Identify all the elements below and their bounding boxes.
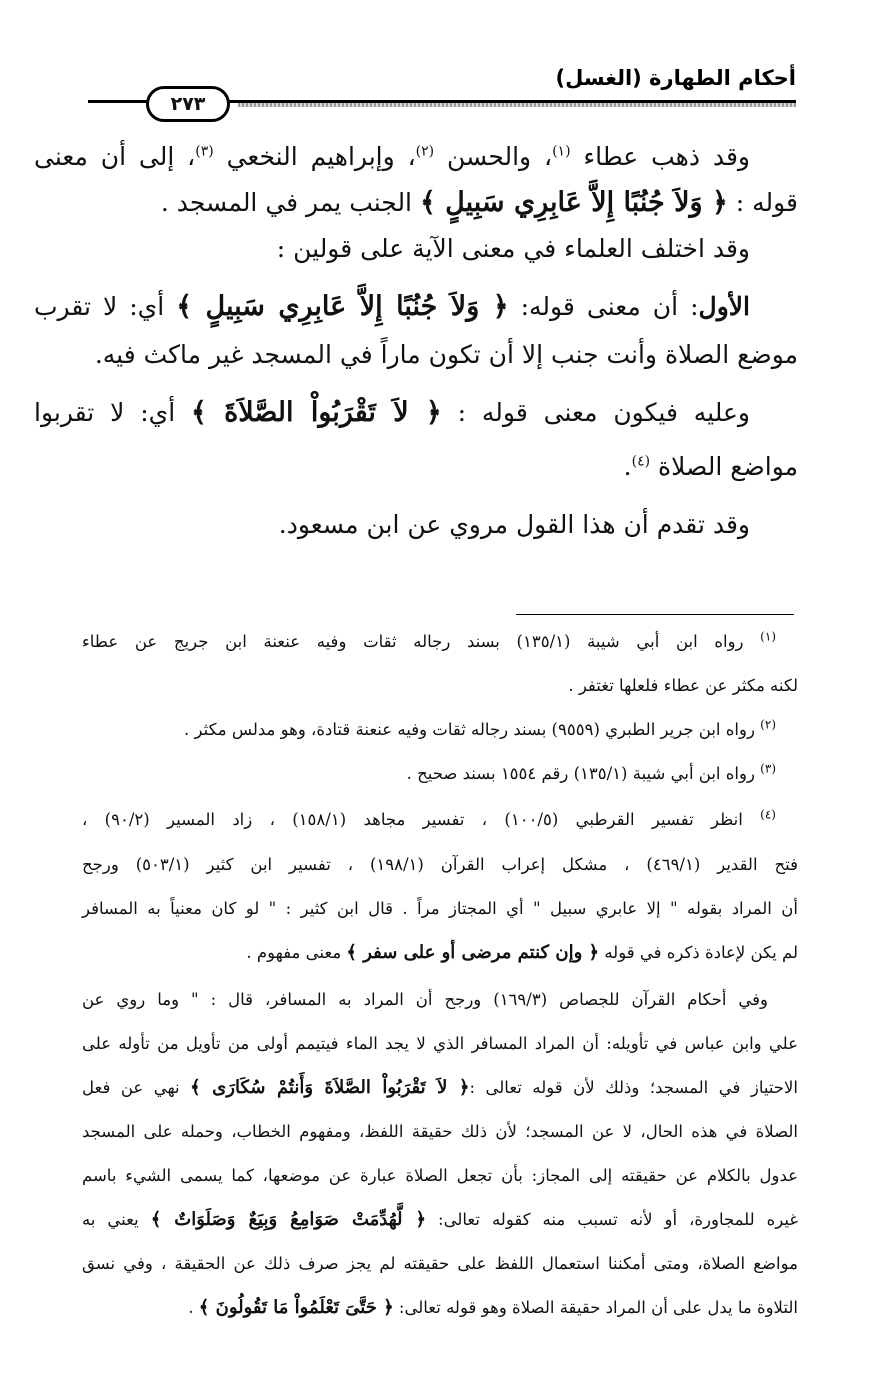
footnote-4-line-3: أن المراد بقوله " إلا عابري سبيل " أي المجتاز مراً . قال ابن كثير : " لو كان معنياً به المسافر — [82, 899, 798, 918]
footnote-para-line-7: مواضع الصلاة، ومتى أمكننا استعمال اللفظ على حقيقته لم يجز صرف ذلك عن الحقيقة ، وفي نسق — [82, 1254, 798, 1273]
quran-verse: ﴿ لاَ تَقْرَبُواْ الصَّلاَةَ وَأَنتُمْ سُكَارَى ﴾ — [190, 1077, 470, 1098]
text-run: ، وإبراهيم النخعي — [213, 142, 416, 171]
text-run: نهي عن فعل — [82, 1078, 191, 1097]
footnote-4-line-4 — [82, 943, 798, 963]
header-rule-shade — [238, 103, 796, 107]
footnote-number: (٢) — [760, 717, 776, 732]
main-line-7 — [82, 454, 798, 498]
text-run: ، والحسن — [434, 142, 553, 171]
text-run: التلاوة ما يدل على أن المراد حقيقة الصلاة وهو قوله تعالى: — [393, 1298, 798, 1317]
text-run: رواه ابن أبي شيبة (١٣٥/١) بسند رجاله ثقات وفيه عنعنة ابن جريج عن عطاء — [82, 632, 761, 651]
footnote-ref: (٢) — [415, 143, 435, 160]
quran-verse: ﴿ وَلاَ جُنُبًا إِلاَّ عَابِرِي سَبِيلٍ ﴾ — [419, 187, 728, 218]
text-run: غيره للمجاورة، أو لأنه تسبب منه كقوله تعالى: — [426, 1210, 798, 1229]
footnote-ref: (٤) — [631, 453, 651, 470]
text-run: قوله : — [727, 188, 798, 217]
footnote-number: (٣) — [760, 761, 776, 776]
footnote-para-line-2: علي وابن عباس في تأويله: أن المراد المسافر الذي لا يجد الماء فيتيمم أولى من تأويل من تأوله على — [82, 1034, 798, 1053]
main-line-6 — [34, 397, 798, 444]
footnote-4-line-2: فتح القدير (٤٦٩/١) ، مشكل إعراب القرآن (١٩٨/١) ، تفسير ابن كثير (٥٠٣/١) ورجح — [82, 855, 798, 874]
text-run: معنى مفهوم . — [246, 943, 347, 962]
quran-verse: ﴿ لَّهُدِّمَتْ صَوَامِعُ وَبِيَعٌ وَصَلَوَاتٌ ﴾ — [150, 1209, 427, 1230]
text-run: ، إلى أن معنى — [34, 142, 196, 171]
main-line-2 — [82, 187, 798, 234]
footnote-1-line-2: لكنه مكثر عن عطاء فلعلها تغتفر . — [568, 676, 798, 695]
footnote-number: (١) — [760, 629, 776, 644]
text-run: : أن معنى قوله: — [508, 292, 699, 321]
bold-heading: الأول — [698, 292, 750, 321]
page-number: ٢٧٣ — [146, 86, 230, 122]
text-run: . — [188, 1298, 199, 1317]
quran-verse: ﴿ وَلاَ جُنُبًا إِلاَّ عَابِرِي سَبِيلٍ ﴾ — [176, 291, 509, 322]
quran-verse: ﴿ لاَ تَقْرَبُواْ الصَّلاَةَ ﴾ — [191, 397, 442, 428]
quran-verse: ﴿ حَتَّىَ تَعْلَمُواْ مَا تَقُولُونَ ﴾ — [198, 1297, 394, 1318]
running-title: أحكام الطهارة (الغسل) — [555, 66, 796, 90]
main-line-5: موضع الصلاة وأنت جنب إلا أن تكون ماراً في المسجد غير ماكث فيه. — [94, 340, 798, 369]
quran-verse: ﴿ وإن كنتم مرضى أو على سفر ﴾ — [346, 942, 600, 963]
text-run: أي: لا تقربوا — [34, 398, 191, 427]
text-run: انظر تفسير القرطبي (١٠٠/٥) ، تفسير مجاهد (١٥٨/١) ، زاد المسير (٩٠/٢) ، — [82, 810, 761, 829]
footnote-separator — [516, 614, 794, 615]
footnote-para-line-4: الصلاة في هذه الحال، لا عن المسجد؛ لأن ذلك حقيقة اللفظ، ومفهوم الخطاب، وحمله على المسجد — [82, 1122, 798, 1141]
text-run: يعني به — [82, 1210, 151, 1229]
main-line-4 — [34, 291, 798, 338]
text-run: وقد ذهب عطاء — [570, 142, 750, 171]
footnote-number: (٤) — [760, 807, 776, 822]
text-run: الجنب يمر في المسجد . — [160, 188, 420, 217]
text-run: . — [623, 452, 632, 481]
footnote-ref: (٣) — [195, 143, 214, 160]
main-line-3: وقد اختلف العلماء في معنى الآية على قولين : — [276, 234, 750, 263]
text-run: الاحتياز في المسجد؛ وذلك لأن قوله تعالى : — [469, 1078, 798, 1097]
footnote-para-line-1: وفي أحكام القرآن للجصاص (١٦٩/٣) ورجح أن المراد به المسافر، قال : " وما روي عن — [82, 990, 768, 1009]
footnote-3 — [82, 761, 798, 784]
footnote-2 — [82, 717, 798, 740]
text-run: رواه ابن جرير الطبري (٩٥٥٩) بسند رجاله ثقات وفيه عنعنة قتادة، وهو مدلس مكثر . — [184, 720, 761, 739]
text-run: أي: لا تقرب — [34, 292, 177, 321]
footnote-4-line-1 — [82, 807, 798, 830]
footnote-para-line-3 — [82, 1078, 798, 1098]
footnote-para-line-8 — [82, 1298, 798, 1318]
main-line-1 — [34, 144, 798, 188]
footnote-1-line-1 — [82, 629, 798, 652]
text-run: رواه ابن أبي شيبة (١٣٥/١) رقم ١٥٥٤ بسند صحيح . — [406, 764, 761, 783]
text-run: مواضع الصلاة — [650, 452, 798, 481]
text-run: وعليه فيكون معنى قوله : — [441, 398, 750, 427]
page-header — [88, 62, 796, 122]
main-line-8: وقد تقدم أن هذا القول مروي عن ابن مسعود. — [278, 510, 750, 539]
footnote-ref: (١) — [552, 143, 571, 160]
footnote-para-line-5: عدول بالكلام عن حقيقته إلى المجاز: بأن تجعل الصلاة عبارة عن موضعها، كما يسمى الشيء باسم — [82, 1166, 798, 1185]
text-run: لم يكن لإعادة ذكره في قوله — [599, 943, 798, 962]
footnote-para-line-6 — [82, 1210, 798, 1230]
